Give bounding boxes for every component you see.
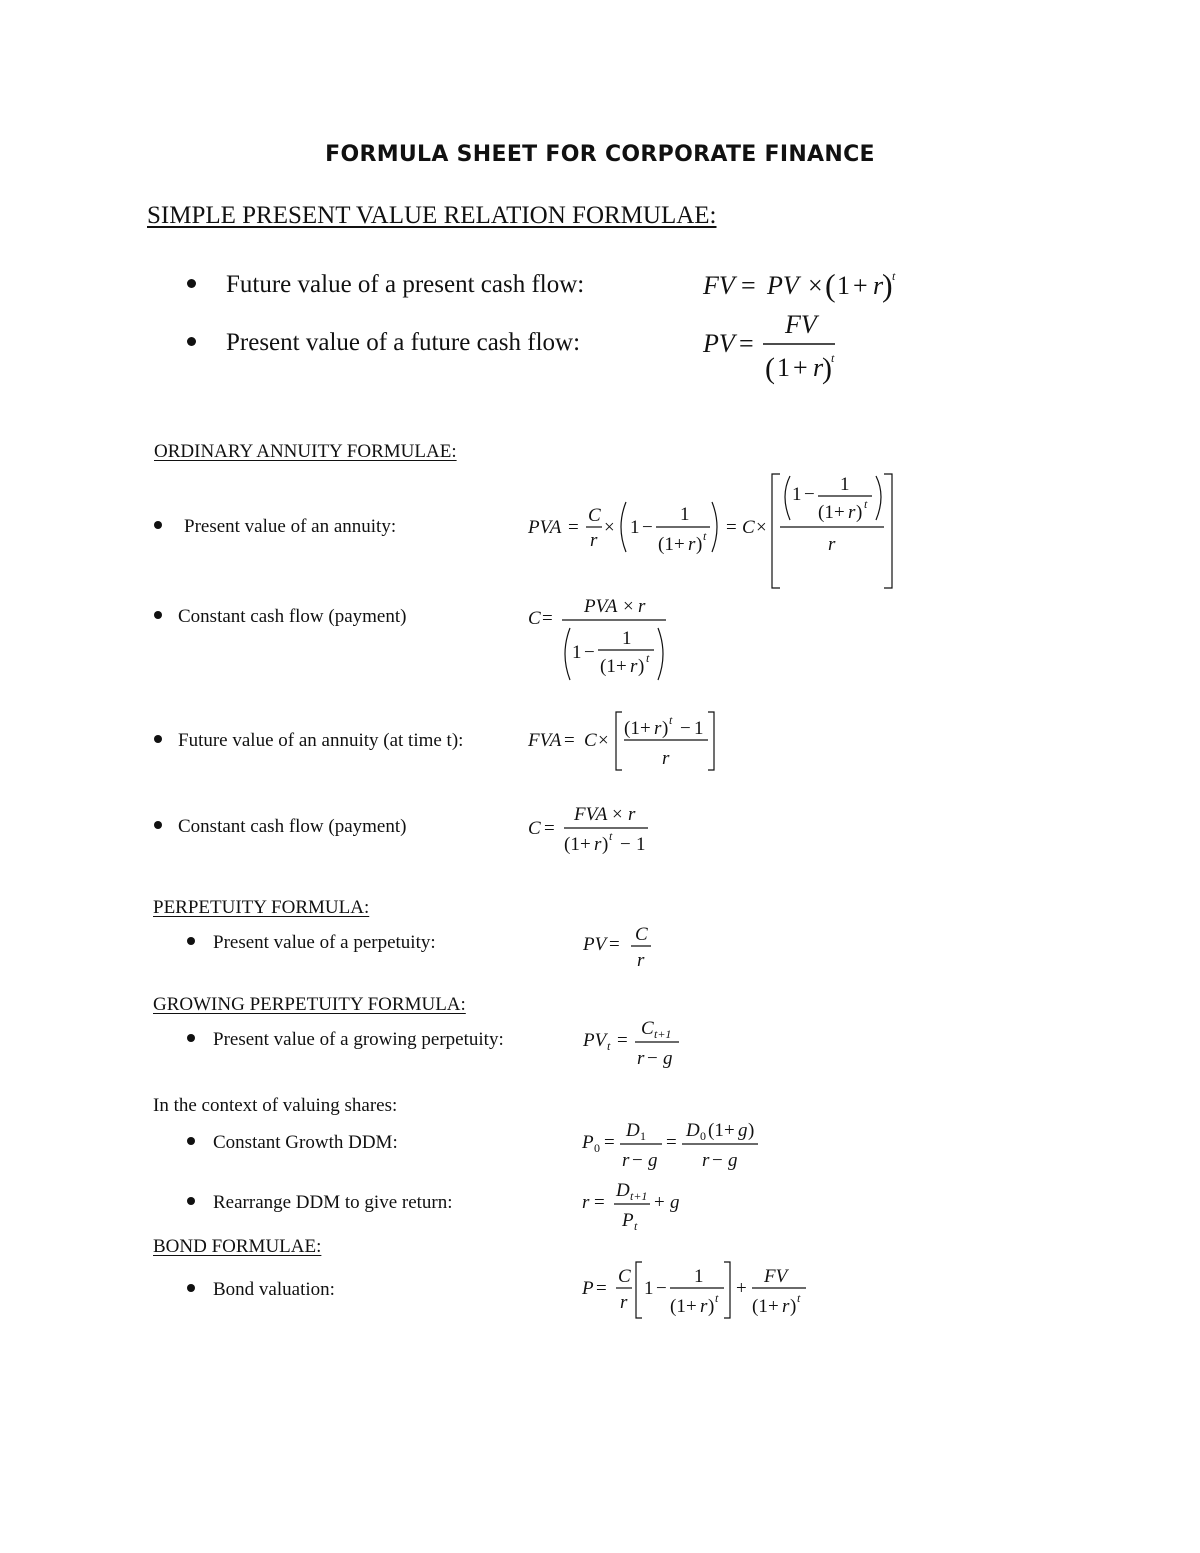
svg-text:×: ×	[604, 517, 615, 538]
svg-text:(1: (1	[752, 1296, 768, 1317]
svg-text:g: g	[738, 1120, 748, 1141]
svg-text:): )	[790, 1296, 797, 1317]
svg-text:(: (	[825, 267, 836, 303]
svg-text:1: 1	[680, 504, 690, 525]
svg-text:r: r	[638, 596, 646, 617]
svg-text:+: +	[686, 1296, 697, 1317]
svg-text:r: r	[594, 834, 602, 855]
svg-text:×: ×	[808, 271, 823, 300]
svg-text:C: C	[528, 608, 541, 629]
svg-text:r: r	[628, 804, 636, 825]
list-item	[187, 1279, 335, 1301]
item-label: Present value of an annuity:	[184, 516, 397, 537]
svg-text:): )	[856, 502, 863, 523]
bullet-icon	[187, 1137, 195, 1145]
item-label: Bond valuation:	[213, 1279, 335, 1300]
formula-ddm-return	[582, 1176, 692, 1232]
svg-text:C: C	[641, 1018, 654, 1039]
svg-text:−: −	[620, 834, 631, 855]
svg-text:g: g	[670, 1192, 680, 1213]
svg-text:): )	[708, 1296, 715, 1317]
list-item	[187, 271, 584, 299]
svg-text:1: 1	[777, 353, 790, 382]
svg-text:1: 1	[636, 834, 646, 855]
svg-text:1: 1	[837, 271, 850, 300]
bullet-icon	[187, 937, 195, 945]
svg-text:×: ×	[756, 517, 767, 538]
svg-text:PVA: PVA	[584, 596, 618, 617]
svg-text:×: ×	[623, 596, 634, 617]
svg-text:+: +	[640, 718, 651, 739]
svg-text:+: +	[736, 1278, 747, 1299]
item-label: Future value of a present cash flow:	[226, 271, 585, 298]
list-item	[187, 329, 580, 357]
svg-text:PV: PV	[583, 934, 607, 955]
svg-text:C: C	[588, 505, 601, 526]
svg-text:r: r	[622, 1150, 630, 1171]
svg-text:+: +	[616, 656, 627, 677]
svg-text:): )	[662, 718, 669, 739]
svg-text:=: =	[564, 730, 575, 751]
svg-text:+: +	[793, 353, 808, 382]
svg-text:t: t	[607, 1039, 611, 1053]
svg-text:+: +	[724, 1120, 735, 1141]
svg-text:PV: PV	[583, 1030, 607, 1051]
svg-text:+: +	[674, 534, 685, 555]
svg-text:−: −	[647, 1048, 658, 1069]
svg-text:(1: (1	[818, 502, 834, 523]
svg-text:(1: (1	[624, 718, 640, 739]
svg-text:−: −	[804, 484, 815, 505]
bullet-icon	[154, 611, 162, 619]
formula-perpetuity	[583, 920, 663, 972]
svg-text:(1: (1	[564, 834, 580, 855]
svg-text:C: C	[618, 1266, 631, 1287]
svg-text:C: C	[742, 517, 755, 538]
svg-text:t: t	[797, 1291, 801, 1305]
svg-text:P: P	[582, 1132, 594, 1153]
svg-text:r: r	[590, 530, 598, 551]
svg-text:1: 1	[694, 1266, 704, 1287]
svg-text:(1: (1	[708, 1120, 724, 1141]
item-label: Constant Growth DDM:	[213, 1132, 398, 1153]
formula-payment-from-fva	[528, 800, 658, 860]
section-heading-growing-perpetuity: GROWING PERPETUITY FORMULA:	[153, 994, 466, 1015]
svg-text:−: −	[584, 642, 595, 663]
svg-text:): )	[602, 834, 609, 855]
svg-text:r: r	[637, 950, 645, 971]
svg-text:D: D	[686, 1120, 700, 1141]
section-heading-annuity: ORDINARY ANNUITY FORMULAE:	[154, 441, 457, 462]
svg-text:(1: (1	[600, 656, 616, 677]
formula-fv-annuity	[528, 708, 728, 774]
list-item	[187, 1192, 453, 1214]
svg-text:1: 1	[694, 718, 704, 739]
svg-text:−: −	[632, 1150, 643, 1171]
svg-text:−: −	[680, 718, 691, 739]
item-label: Present value of a growing perpetuity:	[213, 1029, 504, 1050]
item-label: Present value of a perpetuity:	[213, 932, 436, 953]
bullet-icon	[187, 337, 196, 346]
svg-text:t: t	[703, 529, 707, 543]
svg-text:g: g	[728, 1150, 738, 1171]
svg-text:): )	[822, 352, 832, 385]
svg-text:1: 1	[622, 628, 632, 649]
formula-present-value	[703, 310, 843, 386]
svg-text:r: r	[662, 748, 670, 769]
svg-text:r: r	[813, 353, 824, 382]
svg-text:r: r	[582, 1192, 590, 1213]
svg-text:−: −	[712, 1150, 723, 1171]
svg-text:FVA: FVA	[574, 804, 608, 825]
svg-text:=: =	[568, 517, 579, 538]
bullet-icon	[187, 1284, 195, 1292]
svg-text:(1: (1	[670, 1296, 686, 1317]
svg-text:=: =	[604, 1132, 615, 1153]
bullet-icon	[154, 821, 162, 829]
svg-text:=: =	[739, 329, 754, 358]
svg-text:×: ×	[598, 730, 609, 751]
svg-text:r: r	[630, 656, 638, 677]
svg-text:1: 1	[630, 517, 640, 538]
svg-text:): )	[748, 1120, 755, 1141]
svg-text:r: r	[654, 718, 662, 739]
svg-text:t: t	[609, 829, 613, 843]
svg-text:t: t	[892, 269, 896, 283]
svg-text:0: 0	[594, 1141, 600, 1155]
svg-text:=: =	[617, 1030, 628, 1051]
formula-payment-from-pva	[528, 592, 678, 684]
svg-text:=: =	[544, 818, 555, 839]
list-item	[154, 730, 463, 752]
svg-text:−: −	[656, 1278, 667, 1299]
svg-text:−: −	[642, 517, 653, 538]
section-heading-bond: BOND FORMULAE:	[153, 1236, 322, 1257]
svg-text:t: t	[831, 351, 835, 365]
svg-text:r: r	[828, 534, 836, 555]
svg-text:r: r	[637, 1048, 645, 1069]
svg-text:(: (	[765, 352, 775, 385]
section-heading-perpetuity: PERPETUITY FORMULA:	[153, 897, 370, 918]
svg-text:=: =	[594, 1192, 605, 1213]
svg-text:=: =	[726, 517, 737, 538]
svg-text:t: t	[646, 651, 650, 665]
svg-text:FV: FV	[703, 271, 735, 300]
svg-text:=: =	[596, 1278, 607, 1299]
svg-text:=: =	[542, 608, 553, 629]
svg-text:1: 1	[572, 642, 582, 663]
svg-text:g: g	[648, 1150, 658, 1171]
svg-text:g: g	[663, 1048, 673, 1069]
list-item	[154, 606, 406, 628]
bullet-icon	[187, 279, 196, 288]
svg-text:t+1: t+1	[630, 1189, 648, 1203]
svg-text:P: P	[582, 1278, 594, 1299]
svg-text:FV: FV	[764, 1266, 788, 1287]
svg-text:t: t	[634, 1219, 638, 1233]
list-item	[154, 816, 406, 838]
item-label: Constant cash flow (payment)	[178, 606, 407, 627]
svg-text:C: C	[635, 924, 648, 945]
formula-constant-growth-ddm	[582, 1114, 782, 1174]
item-label: Constant cash flow (payment)	[178, 816, 407, 837]
bullet-icon	[187, 1034, 195, 1042]
svg-text:+: +	[654, 1192, 665, 1213]
formula-pv-annuity	[528, 466, 898, 592]
svg-text:1: 1	[644, 1278, 654, 1299]
item-label: Future value of an annuity (at time t):	[178, 730, 464, 751]
svg-text:r: r	[848, 502, 856, 523]
svg-text:1: 1	[840, 474, 850, 495]
svg-text:=: =	[741, 271, 756, 300]
svg-text:r: r	[620, 1292, 628, 1313]
svg-text:C: C	[584, 730, 597, 751]
svg-text:FV: FV	[785, 310, 817, 339]
list-item	[187, 1029, 504, 1051]
svg-text:t: t	[669, 713, 673, 727]
bullet-icon	[187, 1197, 195, 1205]
svg-text:r: r	[702, 1150, 710, 1171]
svg-text:r: r	[688, 534, 696, 555]
svg-text:+: +	[853, 271, 868, 300]
svg-text:): )	[696, 534, 703, 555]
svg-text:+: +	[580, 834, 591, 855]
svg-text:PVA: PVA	[528, 517, 562, 538]
svg-text:t: t	[864, 497, 868, 511]
svg-text:r: r	[700, 1296, 708, 1317]
section-heading-simple: SIMPLE PRESENT VALUE RELATION FORMULAE:	[147, 202, 717, 229]
list-item	[154, 516, 396, 538]
svg-text:PV: PV	[703, 329, 735, 358]
svg-text:1: 1	[792, 484, 802, 505]
formula-growing-perpetuity	[583, 1016, 693, 1070]
svg-text:1: 1	[640, 1129, 646, 1143]
svg-text:+: +	[834, 502, 845, 523]
svg-text:r: r	[873, 271, 884, 300]
svg-text:t+1: t+1	[654, 1027, 672, 1041]
svg-text:r: r	[782, 1296, 790, 1317]
bullet-icon	[154, 521, 162, 529]
bullet-icon	[154, 735, 162, 743]
shares-intro-text: In the context of valuing shares:	[153, 1095, 398, 1116]
item-label: Present value of a future cash flow:	[226, 329, 581, 356]
list-item	[187, 1132, 398, 1154]
svg-text:(1: (1	[658, 534, 674, 555]
svg-text:D: D	[616, 1180, 630, 1201]
svg-text:t: t	[715, 1291, 719, 1305]
svg-text:+: +	[768, 1296, 779, 1317]
svg-text:0: 0	[700, 1129, 706, 1143]
list-item	[187, 932, 436, 954]
svg-text:P: P	[622, 1210, 634, 1231]
svg-text:PV: PV	[767, 271, 799, 300]
formula-future-value	[703, 262, 903, 312]
svg-text:=: =	[666, 1132, 677, 1153]
item-label: Rearrange DDM to give return:	[213, 1192, 453, 1213]
svg-text:C: C	[528, 818, 541, 839]
svg-text:×: ×	[612, 804, 623, 825]
svg-text:=: =	[609, 934, 620, 955]
svg-text:): )	[638, 656, 645, 677]
formula-bond-valuation	[582, 1260, 812, 1324]
svg-text:D: D	[626, 1120, 640, 1141]
svg-text:FVA: FVA	[528, 730, 562, 751]
svg-text:): )	[882, 267, 893, 303]
page-title: FORMULA SHEET FOR CORPORATE FINANCE	[325, 142, 875, 167]
